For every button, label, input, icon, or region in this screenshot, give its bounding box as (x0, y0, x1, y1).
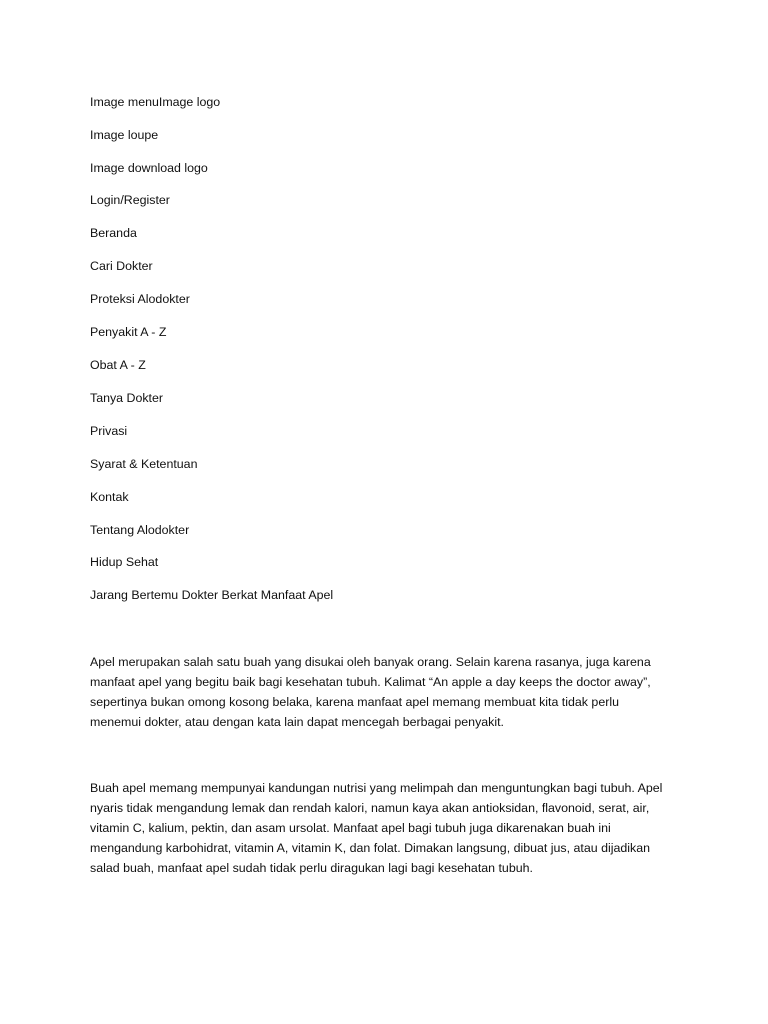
nav-line-penyakit-a-z: Penyakit A - Z (90, 325, 167, 339)
paragraph-2-line: Buah apel memang mempunyai kandungan nutrisi yang melimpah dan menguntungkan bagi tubuh. Apel (90, 781, 663, 795)
nav-line-image-loupe: Image loupe (90, 128, 159, 142)
nav-line-hidup-sehat: Hidup Sehat (90, 555, 159, 569)
paragraph-2-line: nyaris tidak mengandung lemak dan rendah kalori, namun kaya akan antioksidan, flavonoid, serat, air, (90, 801, 650, 815)
article-title: Jarang Bertemu Dokter Berkat Manfaat Apel (90, 588, 334, 602)
nav-line-obat-a-z: Obat A - Z (90, 358, 146, 372)
nav-line-login-register: Login/Register (90, 193, 170, 207)
paragraph-1-line: manfaat apel yang begitu baik bagi kesehatan tubuh. Kalimat “An apple a day keeps the doctor away”, (90, 675, 651, 689)
article-paragraph-1 (90, 652, 690, 732)
nav-line-kontak: Kontak (90, 490, 129, 504)
nav-line-tanya-dokter: Tanya Dokter (90, 391, 163, 405)
nav-line-beranda: Beranda (90, 226, 137, 240)
paragraph-1-line: Apel merupakan salah satu buah yang disukai oleh banyak orang. Selain karena rasanya, juga karena (90, 655, 651, 669)
nav-line-image-menu-logo: Image menuImage logo (90, 95, 221, 109)
paragraph-2-line: salad buah, manfaat apel sudah tidak perlu diragukan lagi bagi kesehatan tubuh. (90, 861, 533, 875)
nav-line-tentang-alodokter: Tentang Alodokter (90, 523, 190, 537)
nav-line-proteksi-alodokter: Proteksi Alodokter (90, 292, 190, 306)
nav-line-syarat-ketentuan: Syarat & Ketentuan (90, 457, 198, 471)
nav-line-image-download-logo: Image download logo (90, 161, 208, 175)
paragraph-2-line: mengandung karbohidrat, vitamin A, vitamin K, dan folat. Dimakan langsung, dibuat jus, atau dijadikan (90, 841, 650, 855)
nav-line-cari-dokter: Cari Dokter (90, 259, 153, 273)
article-paragraph-2 (90, 778, 690, 878)
paragraph-2-line: vitamin C, kalium, pektin, dan asam ursolat. Manfaat apel bagi tubuh juga dikarenakan buah ini (90, 821, 611, 835)
paragraph-1-line: sepertinya bukan omong kosong belaka, karena manfaat apel memang membuat kita tidak perlu (90, 695, 619, 709)
paragraph-1-line: menemui dokter, atau dengan kata lain dapat mencegah berbagai penyakit. (90, 715, 504, 729)
nav-line-privasi: Privasi (90, 424, 128, 438)
